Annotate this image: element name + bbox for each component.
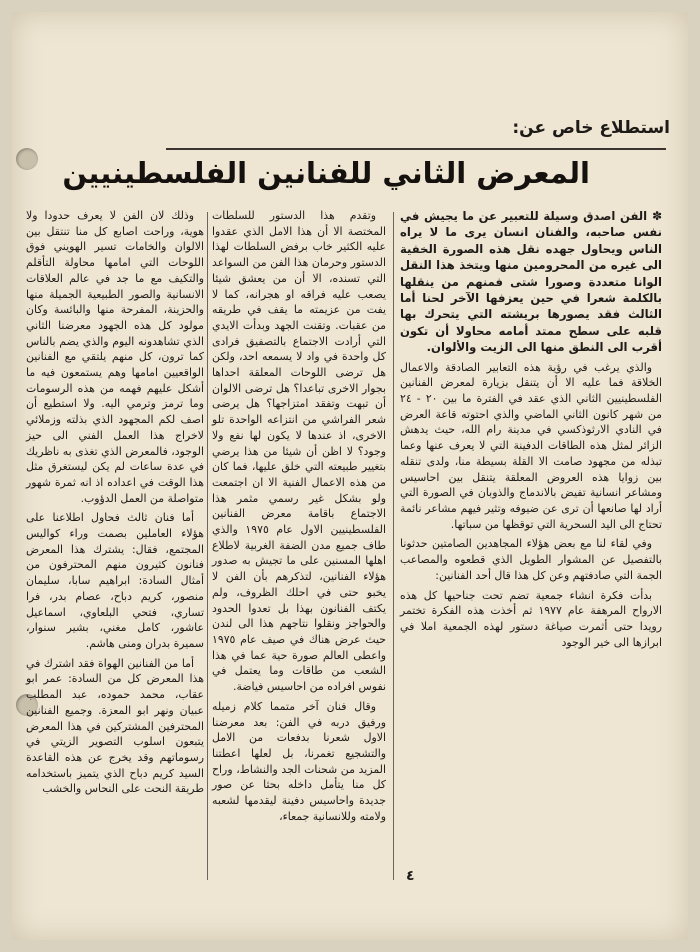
article-paragraph: وفي لقاء لنا مع بعض هؤلاء المجاهدين الصامتين حدثونا بالتفصيل عن المشوار الطويل الذي قطعوه والمصاعب الجمة التي صادفتهم وعن كل هذا قال أحد الفنانين: bbox=[400, 537, 662, 582]
article-paragraph: أما من الفنانين الهواة فقد اشترك في هذا المعرض كل من السادة: عمر ابو عقاب، محمد حموده، عبد المطلب عبيان ونهر ابو المعزة. وجميع الفنانين المحترفين المشتركين في هذا المعرض يتبعون اسلوب التصوير الزيتي في رسوماتهم وقد يخرج عن هذه القاعدة السيد كريم دباح الذي يتميز باستخدامه طريقة النحت على النحاس والخشب bbox=[26, 656, 204, 796]
article-paragraph: وذلك لان الفن لا يعرف حدودا ولا هوية، وراحت اصابع كل منا تنتقل بين الالوان والخامات تسير الهويني فوق اللوحات التي امامها محاولة التأقلم والتكيف مع ما جد في عالم العلاقات الانسانية والصور الطبيعية الجميلة منها والحزينة، المفرحة منها والبائسة وكان مولود كل هذه الجهود معرضنا الثاني الذي تشاهدونه اليوم والذي يضم بالناس كما ترون، كل منهم يلتقي مع الفنانين الواقعيين امامها وهم يستمعون فيه ما أشكل عليهم فهمه من هذه الرسومات وما ترمز وترمي اليه. ولا استطيع أن اصف لكم المجهود الذي بذلته وزملائي لاخراج هذا العمل الفني الى حيز الوجود، فالمعرض الذي تغذى به ناظريك في عدة ساعات لم يكن ليستغرق مثل هذا الوقت في اعداده اذ انه ثمرة شهور متواصلة من العمل الدؤوب. bbox=[26, 209, 204, 505]
column-divider bbox=[393, 212, 394, 880]
lead-paragraph: ✽ الفن اصدق وسيلة للتعبير عن ما يجيش في نفس صاحبه، والفنان انسان يرى ما لا يراه الناس ويحاول جهده نقل هذه الصورة الخفية الى غيره من المحرومين منها ويتخذ هذا النقل الوانا متعددة وصورا شتى فمنهم من ينقلها بالكلمة شعرا في حين يعزفها الآخر لحنا أما الثالث فقد يصورها بريشته التي يتحرك بها قلبه على سطح ممتد أمامه محاولا أن تكون أقرب الى النطق منها الى الزيت والألوان. bbox=[400, 209, 662, 355]
page-number: ٤ bbox=[406, 868, 415, 884]
asterisk-icon: ✽ bbox=[647, 209, 662, 223]
article-paragraph: أما فنان ثالث فحاول اطلاعنا على هؤلاء العاملين بصمت وراء كواليس المجتمع، فقال: يشترك هذا المعرض فنانون كثيرون منهم المحترفون من أمثال السادة: ابراهيم سابا، سليمان منصور، كريم دباح، عصام بدر، فرا تساري، فتحي البلعاوي، اسماعيل عاشور، كامل مغني، بشير سنوار، سميرة بدران ومنى هاشم. bbox=[26, 511, 204, 650]
article-paragraph: وقال فنان آخر متمما كلام زميله ورفيق دربه في الفن: بعد معرضنا الاول شعرنا بدفعات من الامل والتشجيع تغمرنا، بل لعلها اعطتنا المزيد من شحنات الجد والنشاط، وراح كل منا يتأمل داخله بحثا عن صور جديدة واحاسيس دفينة ليقدمها لشعبه ولامته وللانسانية جمعاء، bbox=[212, 699, 386, 823]
article-paragraph: بدأت فكرة انشاء جمعية تضم تحت جناحيها كل هذه الارواح المرهفة عام ١٩٧٧ ثم أخذت هذه الفكرة تختمر رويدا حتى أثمرت صياغة دستور لهذه الجمعية املا في ابرازها الى خير الوجود bbox=[400, 588, 662, 649]
article-paragraph: وتقدم هذا الدستور للسلطات المختصة الا أن هذا الامل الذي عقدوا عليه الكثير خاب برفض السلطات لهذا الدستور وحرمان هذا الفن من السواعد التي تسنده، الا أن من يعشق شيئا يصعب عليه فراقه او هجرانه، كما لا يفت من عزيمته ما يقف في طريقه من عقبات. وتقنت الجهد وبدأت الايدي التي أرادت الاجتماع بالتصفيق فرادى كل واحدة في واد لا يسمعه احد، ولكن هل ترضى اللوحات المعلقة احداها بجوار الاخرى تباعدا؟ هل ترضى الالوان أن تبهت وتفقد امتزاجها؟ هل يرضى شعر الفراشي من انتزاعه الواحدة تلو الاخرى، اذ عندها لا يكون لها نفع ولا وجود؟ لا اظن أن شيئا من هذا يرضي بتغيير طبيعته التي خلق عليها، فما كان من هذه الاعمال الفنية الا ان اجتمعت ولو بشكل غير رسمي مثمر هذا الاجتماع باقامة معرض الفنانين الفلسطينيين الاول عام ١٩٧٥ والذي طاف جميع مدن الضفة الغربية لاطلاع اهلها المسنين على ما تجيش به صدور هؤلاء الفنانين، لتذكرهم بأن الفن لا يخبو حتى في احلك الظروف، ولم يكتف الفنانون بهذا بل تعدوا الحدود والحواجز ونقلوا نتاجهم هذا الى لندن حيث عرض هناك في صيف عام ١٩٧٥ واعطى العالم صورة حية عما في هذا الشعب من طاقات وما يعتمل في نفوس افراده من احاسيس فياضة. bbox=[212, 209, 386, 694]
column-middle bbox=[212, 208, 386, 828]
column-right bbox=[400, 208, 662, 654]
page-title: المعرض الثاني للفنانين الفلسطينيين bbox=[62, 156, 590, 190]
section-kicker: استطلاع خاص عن: bbox=[512, 118, 670, 138]
header-rule bbox=[166, 148, 666, 150]
column-left bbox=[26, 208, 204, 801]
column-divider bbox=[207, 212, 208, 880]
article-paragraph: والذي يرغب في رؤية هذه التعابير الصادقة والاعمال الخلاقة فما عليه الا أن يتنقل بزيارة لمعرض الفنانين الفلسطينيين الثاني الذي عقد في الفترة ما بين ٢٠ - ٢٤ من شهر كانون الثاني الماضي والذي احتوته قاعة العرض في النادي الارثوذكسي في مدينة رام الله، حيث يدهش الزائر لمثل هذه الطاقات الدفينة التي لا يعرف عنها وعما تبذله من مجهود صامت الا القلة بسيطة منا، ولدى تنقله بين زوايا هذه العروض المعلقة يتنقل بين احاسيس ومشاعر انسانية تفيض بالاندماج والذوبان في الصورة التي أراد لها صانعها أن ترى عن ضيوفه وتثير فيهم مشاعر نائمة تحتاج الى اليد السحرية التي توقظها من سباتها. bbox=[400, 360, 662, 531]
binder-hole-top bbox=[16, 148, 38, 170]
